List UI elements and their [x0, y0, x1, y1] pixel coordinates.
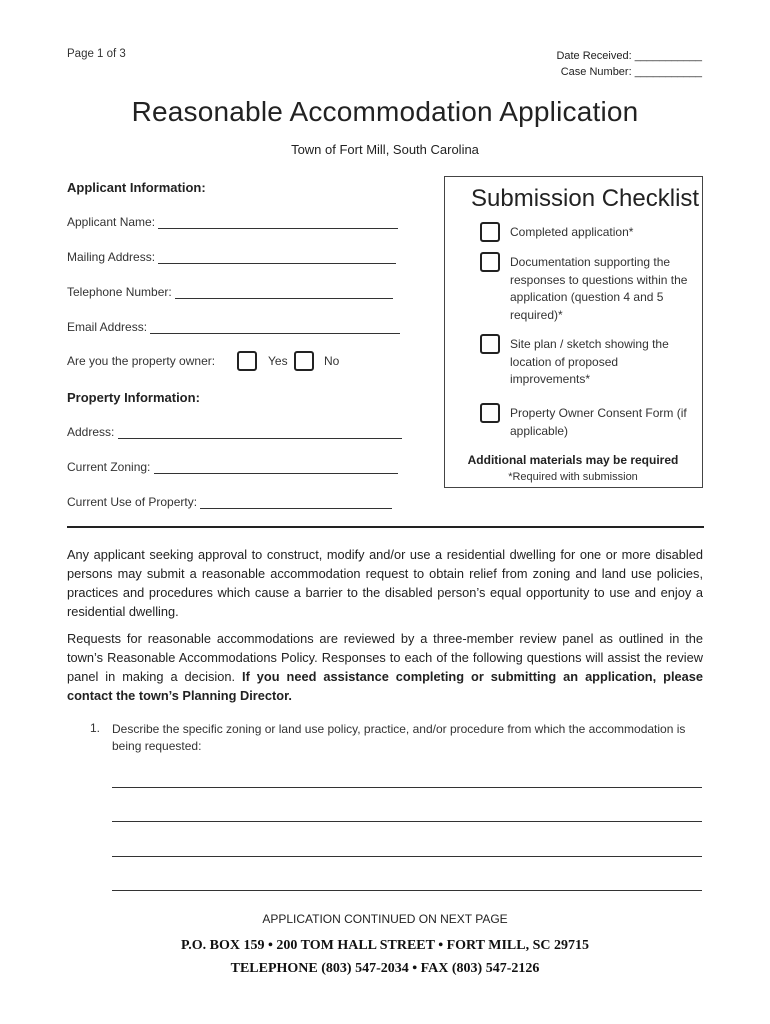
- mailing-address-input[interactable]: [158, 251, 396, 264]
- answer-line[interactable]: [112, 821, 702, 822]
- page-number: Page 1 of 3: [67, 48, 126, 60]
- property-address-row: [67, 425, 402, 439]
- section-divider: [67, 526, 704, 528]
- checklist-item-label: Site plan / sketch showing the location of proposed improvements*: [510, 337, 669, 386]
- mailing-address-row: [67, 250, 396, 264]
- checklist-checkbox[interactable]: [480, 222, 500, 242]
- page-title: Reasonable Accommodation Application: [131, 96, 639, 127]
- mailing-address-label: Mailing Address:: [67, 250, 156, 264]
- owner-no-label: No: [324, 354, 340, 368]
- email-label: Email Address:: [67, 320, 148, 334]
- review-paragraph-text: Requests for reasonable accommodations are reviewed by a three-member review panel as outlined in the town’s Reasonable Accommodations Policy. Responses to each of the following questions will assist the review panel in making a decision.: [67, 631, 703, 684]
- checklist-item-label: Property Owner Consent Form (if applicable): [510, 406, 687, 438]
- telephone-label: Telephone Number:: [67, 285, 172, 299]
- footer-address: P.O. BOX 159 • 200 TOM HALL STREET • FORT MILL, SC 29715: [180, 938, 589, 953]
- footer-phone: TELEPHONE (803) 547-2034 • FAX (803) 547-2126: [230, 961, 540, 976]
- property-address-label: Address:: [67, 425, 115, 439]
- owner-no-checkbox[interactable]: [294, 351, 314, 371]
- current-zoning-input[interactable]: [154, 461, 398, 474]
- current-use-row: [67, 495, 392, 509]
- applicant-name-row: [67, 215, 398, 229]
- owner-yes-checkbox[interactable]: [237, 351, 257, 371]
- checklist-note-bold: Additional materials may be required: [467, 453, 679, 467]
- email-row: [67, 320, 400, 334]
- assistance-note: If you need assistance completing or submitting an application, please contact the town’s Planning Director.: [67, 669, 703, 703]
- owner-question-label: Are you the property owner:: [67, 354, 216, 368]
- current-zoning-row: [67, 460, 398, 474]
- checklist-title: Submission Checklist: [471, 185, 700, 212]
- current-zoning-label: Current Zoning:: [67, 460, 151, 474]
- email-input[interactable]: [150, 321, 400, 334]
- telephone-input[interactable]: [175, 286, 393, 299]
- continued-note: APPLICATION CONTINUED ON NEXT PAGE: [262, 912, 508, 926]
- question-1-text: Describe the specific zoning or land use policy, practice, and/or procedure from which the accommodation is being requested:: [112, 722, 686, 753]
- date-received-field: Date Received: ___________: [556, 50, 702, 62]
- answer-line[interactable]: [112, 787, 702, 788]
- owner-yes-label: Yes: [268, 354, 288, 368]
- applicant-name-label: Applicant Name:: [67, 215, 156, 229]
- page-subtitle: Town of Fort Mill, South Carolina: [291, 142, 479, 157]
- current-use-label: Current Use of Property:: [67, 495, 198, 509]
- answer-line[interactable]: [112, 856, 702, 857]
- question-1-number: 1.: [90, 721, 101, 735]
- property-heading: Property Information:: [67, 390, 200, 405]
- checklist-checkbox[interactable]: [480, 334, 500, 354]
- checklist-item-label: Completed application*: [510, 225, 634, 239]
- case-number-field: Case Number: ___________: [560, 66, 702, 78]
- checklist-note: *Required with submission: [508, 471, 638, 483]
- current-use-input[interactable]: [200, 496, 392, 509]
- answer-line[interactable]: [112, 890, 702, 891]
- property-address-input[interactable]: [118, 426, 402, 439]
- intro-paragraph: Any applicant seeking approval to construct, modify and/or use a residential dwelling for one or more disabled persons may submit a reasonable accommodation request to obtain relief from zoning and land use policies, practices and procedures which cause a barrier to the disabled person’s equal opportunity to use and enjoy a residential dwelling.: [67, 547, 703, 619]
- applicant-heading: Applicant Information:: [67, 180, 206, 195]
- checklist-checkbox[interactable]: [480, 252, 500, 272]
- telephone-row: [67, 285, 393, 299]
- applicant-name-input[interactable]: [158, 216, 398, 229]
- review-paragraph: [67, 629, 703, 705]
- checklist-checkbox[interactable]: [480, 403, 500, 423]
- checklist-item-label: Documentation supporting the responses to questions within the application (question 4 and 5 required)*: [510, 255, 688, 322]
- submission-checklist: [444, 176, 703, 488]
